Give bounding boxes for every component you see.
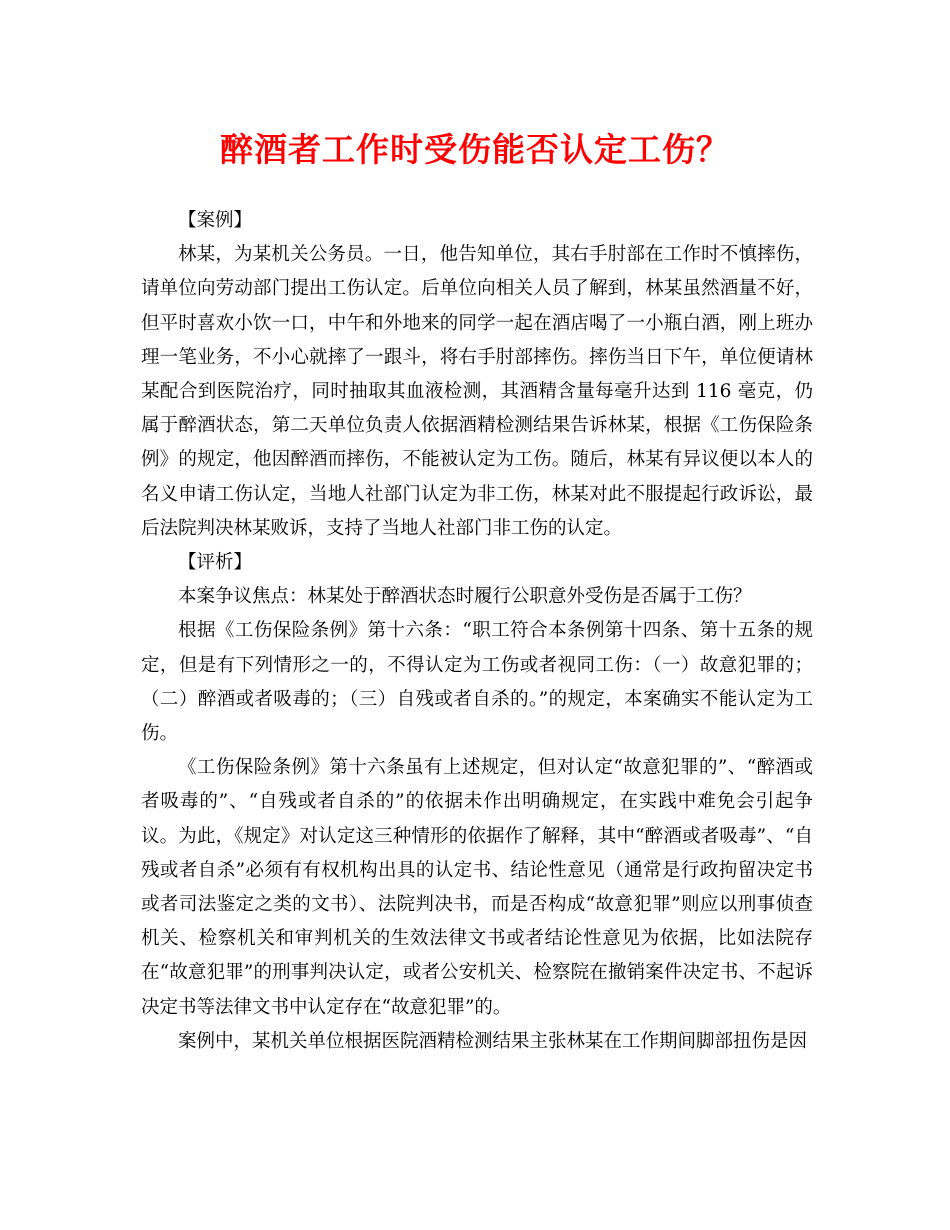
document-body [141,204,813,1059]
section-heading-case: 【案例】 [178,210,253,231]
document-title: 醉酒者工作时受伤能否认定工伤？ [220,130,730,169]
section-heading-analysis: 【评析】 [178,552,253,574]
body-paragraph: 案例中，某机关单位根据医院酒精检测结果主张林某在工作期间脚部扭伤是因 [178,1030,808,1052]
body-paragraph: 林某，为某机关公务员。一日，他告知单位，其右手肘部在工作时不慎摔伤，请单位向劳动部门提出工伤认定。后单位向相关人员了解到，林某虽然酒量不好，但平时喜欢小饮一口，中午和外地来的同学一起在酒店喝了一小瓶白酒，刚上班办理一笔业务，不小心就摔了一跟斗，将右手肘部摔伤。摔伤当日下午，单位便请林某配合到医院治疗，同时抽取其血液检测，其酒精含量每毫升达到 116 毫克，仍属于醉酒状态，第二天单位负责人依据酒精检测结果告诉林某，根据《工伤保险条例》的规定，他因醉酒而摔伤，不能被认定为工伤。随后，林某有异议便以本人的名义申请工伤认定，当地人社部门认定为非工伤，林某对此不服提起行政诉讼，最后法院判决林某败诉，支持了当地人社部门非工伤的认定。 [141,244,813,539]
body-paragraph: 《工伤保险条例》第十六条虽有上述规定，但对认定“故意犯罪的”、“醉酒或者吸毒的”、“自残或者自杀的”的依据未作出明确规定，在实践中难免会引起争议。为此，《规定》对认定这三种情形的依据作了解释，其中“醉酒或者吸毒”、“自残或者自杀”必须有有权机构出具的认定书、结论性意见（通常是行政拘留决定书或者司法鉴定之类的文书）、法院判决书，而是否构成“故意犯罪”则应以刑事侦查机关、检察机关和审判机关的生效法律文书或者结论性意见为依据，比如法院存在“故意犯罪”的刑事判决认定，或者公安机关、检察院在撤销案件决定书、不起诉决定书等法律文书中认定存在“故意犯罪”的。 [141,757,813,1018]
body-paragraph: 根据《工伤保险条例》第十六条：“职工符合本条例第十四条、第十五条的规定，但是有下列情形之一的，不得认定为工伤或者视同工伤：（一）故意犯罪的；（二）醉酒或者吸毒的；（三）自残或者自杀的。”的规定，本案确实不能认定为工伤。 [141,620,813,745]
body-paragraph: 本案争议焦点：林某处于醉酒状态时履行公职意外受伤是否属于工伤？ [178,586,752,608]
